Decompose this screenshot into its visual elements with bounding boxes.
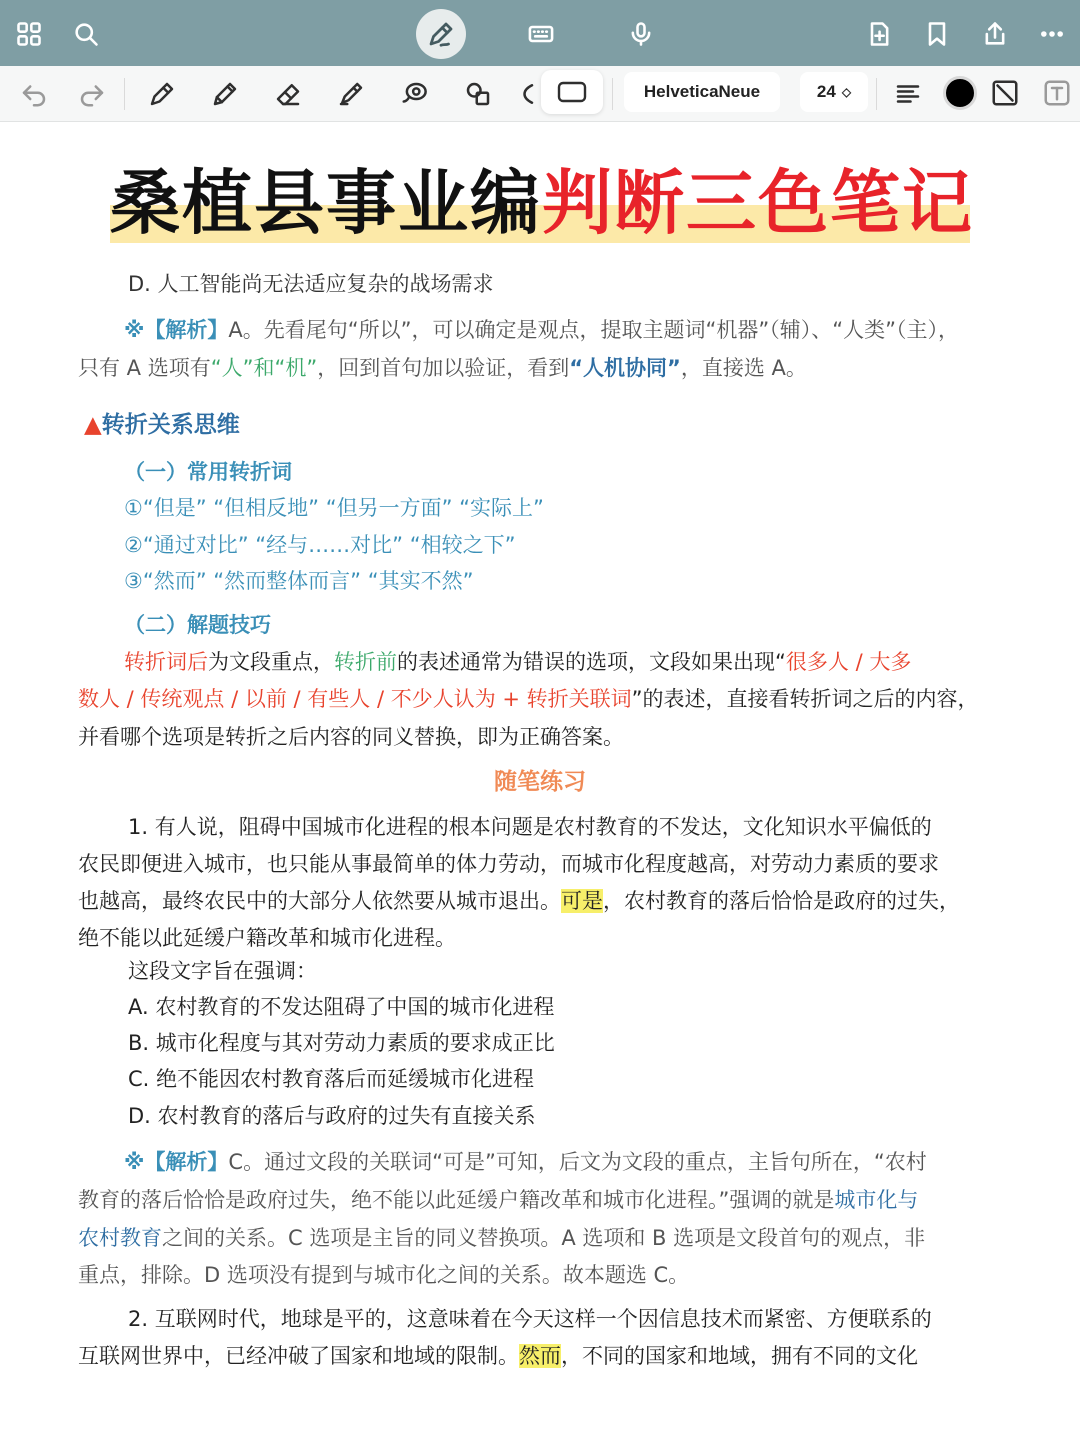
pen-tool-icon[interactable] [143, 75, 181, 113]
pen-icon [426, 19, 456, 49]
keyboard-icon[interactable] [521, 14, 561, 54]
analysis1-line1: ※【解析】A。先看尾句“所以”，可以确定是观点，提取主题词“机器”（辅）、“人类”（主）， [124, 318, 960, 342]
analysis2-line-3: 农村教育之间的关系。C 选项是主旨的同义替换项。A 选项和 B 选项是文段首句的观点，非 [78, 1226, 926, 1250]
size-stepper-icon: ◇ [841, 85, 852, 99]
microphone-icon[interactable] [621, 14, 661, 54]
section-heading: ▲转折关系思维 [84, 412, 240, 438]
search-icon[interactable] [66, 14, 106, 54]
font-size-selector[interactable] [800, 72, 868, 112]
title-red-part: 判断三色笔记 [542, 161, 974, 244]
highlighted-keyword: 然而 [519, 1344, 561, 1368]
analysis2-line-2: 教育的落后恰恰是政府过失，绝不能以此延缓户籍改革和城市化进程。”强调的就是城市化与 [78, 1188, 919, 1212]
tip-line-1: 转折词后为文段重点，转折前的表述通常为错误的选项，文段如果出现“很多人 / 大多 [124, 650, 912, 674]
q1-line-3: 也越高，最终农民中的大部分人依然要从城市退出。可是，农村教育的落后恰恰是政府的过失， [78, 889, 960, 913]
subheading-1: （一）常用转折词 [124, 460, 292, 484]
font-size-value: 24 [816, 82, 836, 101]
transition-words-row-2: ②“通过对比” “经与……对比” “相较之下” [124, 533, 516, 557]
undo-icon[interactable] [15, 75, 53, 113]
redo-icon[interactable] [73, 75, 111, 113]
q1-line-2: 农民即便进入城市，也只能从事最简单的体力劳动，而城市化程度越高，对劳动力素质的要求 [78, 852, 939, 876]
align-left-icon[interactable] [889, 75, 927, 113]
title-black-part: 桑植县事业编 [110, 161, 542, 244]
q1-line-1: 1. 有人说，阻碍中国城市化进程的根本问题是农村教育的不发达，文化知识水平偏低的 [128, 815, 932, 839]
practice-title: 随笔练习 [494, 769, 586, 795]
shapes-tool-icon[interactable] [459, 75, 497, 113]
tip-line-3: 并看哪个选项是转折之后内容的同义替换，即为正确答案。 [78, 725, 624, 749]
share-icon[interactable] [975, 14, 1015, 54]
q1-option-b: B. 城市化程度与其对劳动力素质的要求成正比 [128, 1031, 555, 1055]
analysis2-line-4: 重点，排除。D 选项没有提到与城市化之间的关系。故本题选 C。 [78, 1263, 690, 1287]
top-bar [0, 0, 1080, 66]
q2-line-1: 2. 互联网时代，地球是平的，这意味着在今天这样一个因信息技术而紧密、方便联系的 [128, 1307, 932, 1331]
q1-option-d: D. 农村教育的落后与政府的过失有直接关系 [128, 1104, 536, 1128]
highlighted-keyword: 可是 [561, 889, 603, 913]
q1-option-c: C. 绝不能因农村教育落后而延缓城市化进程 [128, 1067, 535, 1091]
more-icon[interactable] [1032, 14, 1072, 54]
transition-words-row-1: ①“但是” “但相反地” “但另一方面” “实际上” [124, 496, 544, 520]
partial-tool-icon[interactable] [515, 75, 539, 113]
analysis2-line-1: ※【解析】C。通过文段的关联词“可是”可知，后文为文段的重点，主旨句所在，“农村 [124, 1150, 927, 1174]
bookmark-icon[interactable] [917, 14, 957, 54]
tip-line-2: 数人 / 传统观点 / 以前 / 有些人 / 不少人认为 + 转折关联词”的表述，直接看转折词之后的内容， [78, 687, 979, 711]
q1-line-4: 绝不能以此延缓户籍改革和城市化进程。 [78, 926, 456, 950]
text-color-swatch[interactable] [943, 76, 977, 110]
analysis-mark: ※【解析】 [124, 318, 229, 342]
q2-line-2: 互联网世界中，已经冲破了国家和地域的限制。然而，不同的国家和地域，拥有不同的文化 [78, 1344, 918, 1368]
option-d-prev: D. 人工智能尚无法适应复杂的战场需求 [128, 272, 494, 296]
q1-option-a: A. 农村教育的不发达阻碍了中国的城市化进程 [128, 995, 555, 1019]
note-page[interactable] [0, 123, 1080, 1440]
grid-view-icon[interactable] [9, 14, 49, 54]
text-box-tool-button[interactable] [541, 70, 603, 114]
font-family-selector[interactable] [624, 72, 780, 112]
eraser-tool-icon[interactable] [269, 75, 307, 113]
font-family-label: HelveticaNeue [643, 82, 761, 101]
line-style-icon[interactable] [986, 74, 1024, 112]
triangle-icon: ▲ [84, 412, 102, 438]
pencil-tool-icon[interactable] [206, 75, 244, 113]
add-page-icon[interactable] [859, 14, 899, 54]
analysis1-line2: 只有 A 选项有“人”和“机”，回到首句加以验证，看到“人机协同”，直接选 A。 [78, 356, 807, 380]
q1-stem: 这段文字旨在强调： [128, 959, 317, 983]
text-box-icon [556, 79, 588, 105]
handwriting-mode-button[interactable] [416, 9, 466, 59]
highlighter-tool-icon[interactable] [332, 75, 370, 113]
text-format-icon[interactable] [1038, 74, 1076, 112]
transition-words-row-3: ③“然而” “然而整体而言” “其实不然” [124, 569, 474, 593]
page-title [110, 161, 974, 259]
lasso-tool-icon[interactable] [396, 75, 434, 113]
subheading-2: （二）解题技巧 [124, 613, 271, 637]
